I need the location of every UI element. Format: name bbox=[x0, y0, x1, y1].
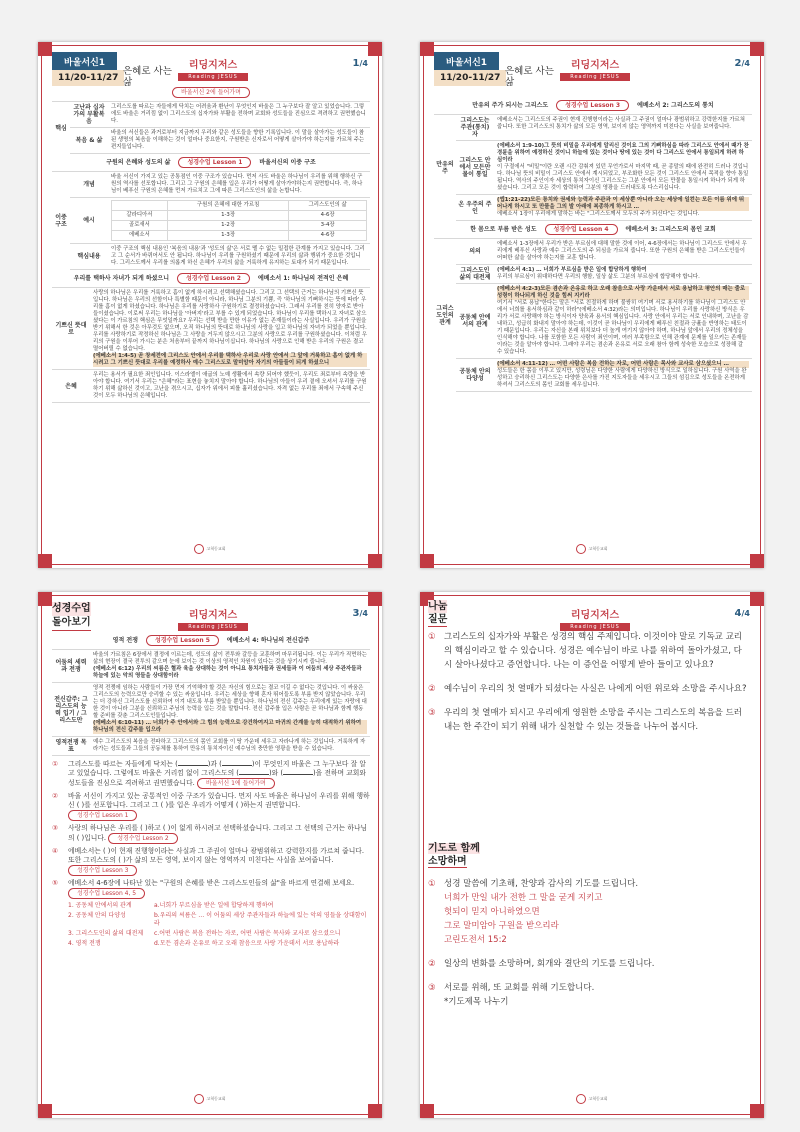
prayer-item: ② 일상의 변화를 소망하며, 회개와 결단의 기도를 드립니다. bbox=[428, 959, 655, 969]
row1-label: 고난과 십자가의 부활복음 bbox=[73, 104, 105, 125]
lordall-text: 에베소서 1장이 우리에게 말하는 바는 "그리스도께서 모두의 주가 되신다"는 것입니다. bbox=[497, 211, 700, 217]
prayer-list bbox=[428, 877, 748, 1019]
page-number: 4/4 bbox=[734, 608, 750, 619]
lord-text: 에베소서는 그리스도의 주권이 현재 진행형이라는 사실과 그 주권이 얼마나 광범위하고 강력한지를 가르쳐 줍니다. 또한 그리스도의 통치가 삶의 모든 영역, 보이지 않는 영역까지 미친다는 사실을 보여줍니다. bbox=[497, 117, 745, 130]
lesson4-header: 한 몸으로 부름 받은 성도 성경수업 Lesson 4 에베소서 3: 그리스도의 몸인 교회 bbox=[434, 221, 752, 239]
page-number: 2/4 bbox=[734, 58, 750, 69]
union-text: 이 구절에서 "비밀"이란 오랜 시간 감춰져 있던 무언가로서 마지막 때, 곧 종말의 때에 완전히 드러나 것입니다. 하나님 뜻의 비밀이 그리스도 안에서 계시되었고, 부조화한 모든 것이 그리스도 안에서 목적을 향아 통일 됩니다. 역사의 주인이자 세상의 통치자이신 그리스도는 그분 안에서 모든 만물을 통일시켜 하나가 되게 하셨습니다. 그리고 모든 것이 합력하여 그분의 영광을 드러내도록 다스리십니다. bbox=[497, 164, 749, 191]
prayer-note: *기도제목 나누기 bbox=[444, 997, 509, 1007]
handout-page-2 bbox=[420, 42, 764, 568]
choose-verse: (에베소서 1:4-5) 곧 창세전에 그리스도 안에서 우리를 택하사 우리로 사랑 안에서 그 앞에 거룩하고 흠이 없게 하시려고 그 기쁘신 뜻대로 우리를 예정하사 예수 그리스도로 말미암아 자기의 아들들이 되게 하셨으니 bbox=[93, 353, 367, 367]
dark-label: 어둠의 세력과 전쟁 bbox=[55, 659, 87, 673]
q4-number: ④ bbox=[52, 847, 59, 855]
page-number: 3/4 bbox=[352, 608, 368, 619]
row1-text: 그리스도를 따르는 자들에게 닥치는 어려움과 환난이 무엇인지 바울은 그 누구보다 잘 알고 있었습니다. 그렇에도 바울은 거리낌 없이 그리스도의 십자가와 부활을 전하며 교회와 성도들을 진심으로 격려하고 권면했습니다. bbox=[111, 104, 366, 124]
q2-number: ② bbox=[52, 792, 59, 800]
christ-label: 그리스도인 삶의 대전제 bbox=[459, 267, 491, 281]
page3-content bbox=[52, 632, 370, 948]
match-left-item: 4. 영적 전쟁 bbox=[68, 940, 101, 947]
match-left-item: 2. 공동체 안의 다양성 bbox=[68, 912, 126, 919]
church-logo-icon bbox=[194, 544, 204, 554]
prayer-item: ③ 서로를 위해, 또 교회를 위해 기도합니다. *기도제목 나누기 bbox=[428, 983, 595, 1007]
brand-logo: 리딩지저스 Reading JESUS bbox=[560, 56, 630, 81]
comm-verse: (에베소서 4:2-3)모든 겸손과 온유로 하고 오래 참음으로 사랑 가운데서 서로 용납하고 평안의 매는 줄로 성령이 하나되게 하신 것을 힘써 지키라 bbox=[497, 286, 749, 300]
grace-label: 은혜 bbox=[65, 382, 77, 390]
p1-number-icon: ① bbox=[428, 879, 436, 889]
q2-number-icon: ② bbox=[428, 684, 436, 694]
lordall-verse: (엡1:21-22)모든 통치와 권세와 능력과 주관과 이 세상뿐 아니라 오는 세상에 일컫는 모든 이름 위에 뛰어나게 하시고 또 만물을 그의 발 아래에 복종하게 하시고 … bbox=[497, 197, 749, 211]
outline-label: 개념 bbox=[83, 181, 95, 188]
outline-text: 바울 서신이 가지고 있는 공통점인 이중 구조가 있습니다. 먼저 사도 바울은 하나님이 우리를 위해 행하신 구원의 역사를 선포합니다. 그리고 그 구원의 은혜를 입은 우리가 어떻게 살아가야하는지 권면합니다. 즉, 하나님이 베푸신 구원의 은혜를 먼저 가르치고 그에 따른 그리스도인의 삶을 논합니다. bbox=[111, 174, 363, 194]
church-footer: 고척동교회 bbox=[420, 1094, 764, 1104]
review-heading: 성경수업 돌아보기 bbox=[52, 602, 91, 631]
series-subtitle: 은혜로 사는 삶 bbox=[505, 66, 554, 88]
page2-content bbox=[434, 97, 752, 392]
match-right-item: b.우리의 씨름은 … 이 어둠의 세상 주관자들과 하늘에 있는 악의 영들을 상대함이라 bbox=[154, 912, 367, 927]
review-questions: ① 그리스도를 따르는 자들에게 닥치는 ( )과 ( )이 무엇인지 바울은 그 누구보다 잘 알고 있었습니다. 그렇에도 바울은 거리낌 없이 그리스도의 ( )와 ( )을 전하며 교회와 성도들을 진심으로 격려하고 권면했습니다. 바울서신 1에 들어가며 ② 바울 서신이 가지고 있는 공통적인 이중 구조가 있습니다. 먼저 사도 바울은 하나님이 우리를 위해 행하신 ( )를 선포합니다. 그리고 그 ( )를 입은 우리가 어떻게 ( )하는지 권면합니다. 성경수업 Lesson 1 ③ 사랑의 하나님은 우리를 ( )하고 ( )이 없게 하시려고 선택하셨습니다. 그리고 그 선택의 근거는 하나님의 ( )입니다. 성경수업 Lesson 2 ④ 에베소서는 ( )이 현재 진행형이라는 사실과 그 주권이 얼마나 광범위하고 강력한지를 가르쳐 줍니다. 또한 그리스도의 ( )가 삶의 모든 영역, 보이지 않는 영역까지 미친다는 사실을 보여줍니다. 성경수업 Lesson 3 ⑤ 에베소서 4-6장에 나타난 있는 "구원의 은혜를 받은 그리스도인들의 삶"을 바르게 연결해 보세요. 성경수업 Lesson 4, 5 bbox=[52, 760, 370, 897]
match-left-item: 3. 그리스도인의 삶의 대전제 bbox=[68, 930, 144, 937]
lesson2-header: 우리를 택하사 자녀가 되게 하셨으니 성경수업 Lesson 2 에베소서 1: 하나님의 전적인 은혜 bbox=[52, 270, 370, 288]
prayer-verse: 너희가 만일 내가 전한 그 말을 굳게 지키고 헛되이 믿지 아니하였으면 그로 말미암아 구원을 받으리라 고린도전서 15:2 bbox=[444, 893, 603, 945]
grace-text: 우리는 용서가 필요한 죄인입니다. 이스라엘이 애굽의 노예 생활에서 속량 되어야 했듯이, 우리도 죄로부터 속량을 받아야 합니다. 여기서 우리는 "은혜"라는 표현을 놓치지 말아야 합니다. 하나님의 아들이 우리 곁에 오셔서 우리를 구원하기 위해 삶하신 것이고, 고난을 겪으시고, 십자가 위에서 피를 흘리셨습니다. 자격 없는 우리를 죄에서 구속해 주신 것이 모두 하나님의 은혜입니다. bbox=[93, 372, 367, 399]
series-subtitle: 은혜로 사는 삶 bbox=[123, 66, 172, 88]
div-text: 성도들은 한 몸을 이루고 있지만, 성령님은 다양한 사람에게 다양하신 방식으로 일하십니다. 구원 사역을 완성하고 승리하신 그리스도는 다양한 은사를 가진 지도자들을 세우시고 그들의 섬김으로 성도들을 온전하게 하셔서 그리스도의 몸인 교회를 세우십니다. bbox=[497, 368, 747, 388]
lesson5-header: 영적 전쟁 성경수업 Lesson 5 에베소서 4: 하나님의 전신갑주 bbox=[52, 632, 370, 650]
example-label: 예시 bbox=[83, 217, 95, 224]
keymsg-text: 이중 구조의 핵심 내용인 '복음의 내용'과 '성도의 삶'은 서로 뗄 수 없는 밀접한 관계를 가지고 있습니다. 그리고 그 순서가 바뀌어서도 안 됩니다. 하나님이 우리를 구원하셨기 때문에 우리의 삶과 행위가 중요한 것입니다. 그리스도께서 우리를 의롭게 하신 은혜가 우리의 삶을 거룩하게 유지하는 토대가 되기 때문입니다. bbox=[111, 246, 365, 266]
brand-logo: 리딩지저스 Reading JESUS bbox=[178, 56, 248, 81]
christ-verse: (에베소서 4:1) … 너희가 부르심을 받은 일에 합당하게 행하여 bbox=[497, 267, 647, 273]
lesson3-header: 만유의 주가 되시는 그리스도 성경수업 Lesson 3 에베소서 2: 그리스도의 통치 bbox=[434, 97, 752, 115]
structure-table: 구원의 은혜에 대한 가르침 그리스도인의 삶 갈라디아서 1-3장 4-6장 골로새서 1-2장 3-4장 에베소서 1-3장 4-6장 bbox=[111, 200, 367, 241]
matching-table bbox=[68, 902, 370, 948]
side-label: 만유의 주 bbox=[436, 161, 454, 175]
handout-page-4 bbox=[420, 592, 764, 1118]
dark-verse: (에베소서 6:12) 우리의 씨름은 혈과 육을 상대하는 것이 아니요 통치자들과 권세들과 이 어둠의 세상 주관자들과 하늘에 있는 악의 영들을 상대함이라 bbox=[93, 666, 362, 679]
christ-text: 우리의 부르심이 위대하다면 우리의 행함, 일상 삶도 그분의 부르심에 합당해야 합니다. bbox=[497, 274, 700, 280]
core-label: 핵심 bbox=[55, 124, 67, 132]
row2-text: 바울의 서신들은 과거로부터 지금까지 우리와 같은 성도들을 향한 기록입니다. 이 말을 살아가는 성도들이 참된 생명의 복음을 이해하는 것이 얼마나 중요한지, 구원받은 신자로서 어떻게 살아가야 하는지를 가르쳐 주는 편지들입니다. bbox=[111, 130, 365, 150]
keymsg-label: 핵심내용 bbox=[77, 253, 101, 260]
armor-verse: (에베소서 6:10-11) … 너희가 주 안에서와 그 힘의 능력으로 강건하여지고 마귀의 간계를 능히 대적하기 위하여 하나님의 전신 갑주를 입으라 bbox=[93, 720, 367, 734]
p2-number-icon: ② bbox=[428, 959, 436, 969]
question-item: ③ 우리의 첫 열매가 되시고 우리에게 영원한 소망을 주시는 그리스도의 복음을 드러내는 한 주간이 되기 위해 내가 실천할 수 있는 것들을 나누어 봅시다. bbox=[428, 708, 742, 732]
prayer-item: ① 성경 말씀에 기초해, 찬양과 감사의 기도를 드립니다. 너희가 만일 내가 전한 그 말을 굳게 지키고 헛되이 믿지 아니하였으면 그로 말미암아 구원을 받으리라 고린도전서 15:2 bbox=[428, 879, 639, 945]
spirit-label: 영적전쟁 목표 bbox=[55, 739, 87, 753]
church-footer: 고척동교회 bbox=[38, 1094, 382, 1104]
date-range: 11/20-11/27 bbox=[434, 70, 506, 86]
choose-label: 기쁘신 뜻대로 bbox=[55, 321, 87, 336]
q1-number-icon: ① bbox=[428, 632, 436, 642]
page-number: 1/4 bbox=[352, 58, 368, 69]
side2-label: 그리스도인의 관계 bbox=[436, 305, 454, 326]
q3-number-icon: ③ bbox=[428, 708, 436, 718]
union-label: 그리스도 안에서 모든만물이 통일 bbox=[459, 157, 491, 178]
dark-text: 바울의 가르침은 6장에서 결정에 이르는데, 성도의 삶이 전투와 갈등을 교훈하며 마무리됩니다. 이는 우리가 직면하는 삶의 현장이 결국 전투의 같으며 눈에 보이는 것 이상의 영적인 차원이 있다는 것을 상기시켜 줍니다. bbox=[93, 652, 367, 665]
comm-label: 공동체 안에서의 관계 bbox=[459, 314, 491, 328]
page1-content bbox=[52, 87, 370, 403]
side-label: 이중구조 bbox=[55, 214, 67, 228]
brand-logo: 리딩지저스 Reading JESUS bbox=[560, 606, 630, 631]
match-right-item: a.너희가 부르심을 받은 일에 합당하게 행하여 bbox=[154, 902, 274, 909]
question-item: ① 그리스도의 십자가와 부활은 성경의 핵심 주제입니다. 이것이야 말로 기독교 교리의 핵심이라고 할 수 있습니다. 성경은 예수님이 바로 나를 위하여 돌아가셨고, 다시 살아나셨다고 증언합니다. 나는 이 증언을 어떻게 받아 들이고 있나요? bbox=[428, 632, 742, 670]
spirit-text: 예수 그리스도의 복음을 전파하고 그리스도의 몸인 교회를 이 땅 가운데 세우고 자라나게 하는 것입니다. 거룩하게 자라가는 성도들과 그들의 공동체를 통하여 만유의 통치자이신 예수님의 충만한 영광을 받을 수 있습니다. bbox=[93, 739, 366, 752]
row2-label: 복음 & 삶 bbox=[75, 137, 103, 144]
church-logo-icon bbox=[576, 1094, 586, 1104]
church-logo-icon bbox=[194, 1094, 204, 1104]
lordall-label: 온 우주의 주인 bbox=[458, 200, 492, 215]
date-range: 11/20-11/27 bbox=[52, 70, 124, 86]
meaning-text: 에베소서 1-3장에서 우리가 받은 부르심에 대해 말한 것에 이어, 4-6장에서는 하나님이 그리스도 안에서 우리에게 베푸신 사랑과 예수 그리스도의 주 되심을 가르쳐 줍니다. 또한 구원의 은혜를 받은 그리스도인들이 어떠한 삶을 살아야 하는지를 교훈 합니다. bbox=[497, 241, 747, 261]
series-tag: 바울서신1 bbox=[52, 52, 117, 71]
div-verse: (에베소서 4:11-12) … 어떤 사람은 복음 전하는 자로, 어떤 사람은 목사와 교사로 삼으셨으니 … bbox=[497, 361, 749, 368]
div-label: 공동체 안의 다양성 bbox=[459, 368, 491, 382]
union-verse: (에베소서 1:9-10)그 뜻의 비밀을 우리에게 알리신 것이요 그의 기뻐하심을 따라 그리스도 안에서 때가 찬 경륜을 위하여 예정하신 것이니 하늘에 있는 것이나 땅에 있는 것이 다 그리스도 안에서 통일되게 하려 하심이라 bbox=[497, 143, 749, 163]
question-item: ② 예수님이 우리의 첫 열매가 되셨다는 사실은 나에게 어떤 위로와 소망을 주시나요? bbox=[428, 684, 747, 694]
intro-pill: 바울서신 2에 들어가며 bbox=[172, 87, 250, 98]
q3-number: ③ bbox=[52, 824, 59, 832]
q1-number: ① bbox=[52, 760, 59, 768]
armor-text: 영적 전쟁에 임하는 사람들이 가장 먼저 기억해야 할 것은 자신의 힘으로는 결코 이길 수 없다는 것입니다. 이 싸움은 그리스도의 능력으로만 승리할 수 있는 싸움입니다. 우리는 세상을 향해 혼자 뛰어들도록 부름 받지 않았습니다. 우리는 더 강하신 그리스도를 신뢰하여 이겨 내도록 부름 받았을 뿐입니다. 하나님의 전신 갑주는 우리에게 있는 자랑에 대한 것이 아니라 그분을 신뢰하고 주님의 능력을 입는 것을 말합니다. 전신 갑주를 입은 사람은 곧 하나님과 함께 행동할 준비를 갖춘 그리스도인들입니다. bbox=[93, 685, 367, 719]
meaning-label: 의의 bbox=[469, 248, 481, 255]
prayer-heading: 기도로 함께 소망하며 bbox=[428, 843, 480, 867]
match-right-item: c.어떤 사람은 복음 전하는 자로, 어떤 사람은 목사와 교사로 삼으셨으니 bbox=[154, 930, 341, 937]
series-tag: 바울서신1 bbox=[434, 52, 499, 71]
sharing-questions bbox=[428, 630, 748, 744]
match-right-item: d.모든 겸손과 온유로 하고 오래 참음으로 사랑 가운데서 서로 용납하라 bbox=[154, 940, 340, 947]
sharing-heading: 나눔 질문 bbox=[428, 601, 448, 625]
match-left-item: 1. 공동체 안에서의 관계 bbox=[68, 902, 132, 909]
lesson1-header: 구원의 은혜와 성도의 삶 성경수업 Lesson 1 바울서신의 이중 구조 bbox=[52, 154, 370, 172]
comm-text: 여기서 "서로 용납"한다는 말은 "서로 친절하게 하며 불쌍히 여기며 서로 용서하기를 하나님이 그리스도 안에서 너희를 용서하심과 같이 하라"(에베소서 4:32)라는 의미입니다. 하나님이 우리를 사랑하신 방식은 우리가 서로 사랑해야 하는 방식이자 양육과 용서의 핵심입니다. 사랑 안에서 우리는 서로 인내하며, 고난을 감내하고, 성급히 화내지 말아야 하는데, 이것이 곧 하나님이 우리에게 베푸신 친절과 긍휼을 반영하는 태도이기 때문입니다. 우리는 자신을 본래 위치보다 더 높게 여기지 않아야 하며, 하나님 앞에서 우리의 정체성을 인식해야 합니다. 나를 포함한 모든 사람이 죄인이며, 여러 부족함으로 인해 관계에 문제를 일으키는 존재들이라는 것을 알아야 합니다. 그래야 우리는 겸손과 온유로 서로 오래 참아 함께 성숙한 모습으로 성장해 갈 수 있습니다. bbox=[497, 300, 749, 355]
handout-page-3 bbox=[38, 592, 382, 1118]
armor-label: 전신갑주: 그리스도의 능력 입기 / 그리스도만 bbox=[54, 695, 88, 724]
p3-number-icon: ③ bbox=[428, 983, 436, 993]
church-footer: 고척동교회 bbox=[420, 544, 764, 554]
choose-text: 사랑의 하나님은 우리를 거룩하고 흠이 없게 하시려고 선택해셨습니다. 그리고 그 선택의 근거는 하나님의 기쁘신 뜻입니다. 하나님은 우리의 선함이나 특별함 때문이 아니라, 하나님 그분의 기쁨, 즉 '하나님의 기뻐하시는 뜻에 따라' 우리를 흠이 없게 하셨습니다. 하나님은 우리를 사랑하사 구원하기로 결정하셨습니다. 그래서 우리를 친히 양자로 받아들이셨습니다. 이로써 우리는 하나님을 '아버지'라고 부를 수 있게 되었습니다. 하나님이 우리를 택하시고 자녀로 삼으셨다는 이 가르침의 핵심은 무엇일까요? 우리는 선택 받을 만한 이유가 없는 존재들이라는 사실입니다. 우리가 구원을 받기 위해서 한 것은 아무것도 없으며, 오직 하나님의 뜻대로 하나님의 사랑을 입고 하나님의 자녀가 되었을 뿐입니다. 우리를 사랑하기로 작정하신 하나님은 그 사랑을 거두지 않으시고 그분의 사랑으로 우리를 구원하셨습니다. 이처럼 우리의 구원을 이루어 가시는 분은 처음부터 끝까지 하나님이십니다. 하나님의 사랑으로 인해 받은 우리의 구원은 결코 멸어버릴 수 없습니다. bbox=[93, 290, 367, 352]
brand-logo: 리딩지저스 Reading JESUS bbox=[178, 606, 248, 631]
lord-label: 그리스도는 주관(통치)자 bbox=[460, 117, 490, 138]
church-logo-icon bbox=[576, 544, 586, 554]
handout-page-1 bbox=[38, 42, 382, 568]
q5-number: ⑤ bbox=[52, 879, 59, 887]
church-footer: 고척동교회 bbox=[38, 544, 382, 554]
